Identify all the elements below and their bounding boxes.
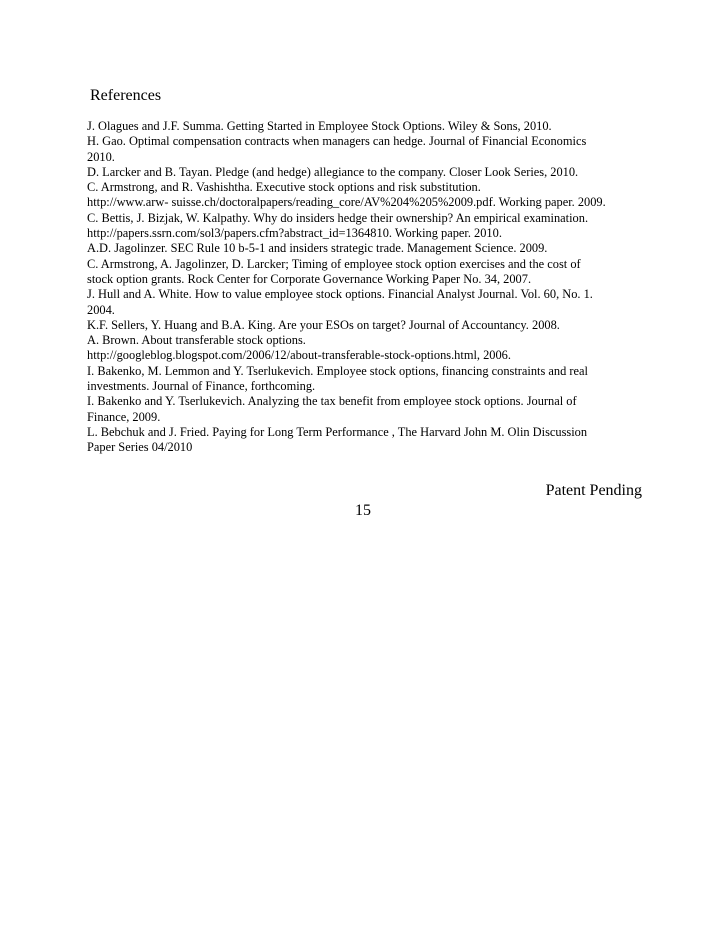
page-number: 15 [355,502,371,519]
reference-line: J. Hull and A. White. How to value employee stock options. Financial Analyst Journal. Vol. 60, No. 1. [87,287,593,302]
reference-line: K.F. Sellers, Y. Huang and B.A. King. Are your ESOs on target? Journal of Accountancy. 2008. [87,317,560,332]
reference-line: H. Gao. Optimal compensation contracts when managers can hedge. Journal of Financial Economics [87,134,587,149]
reference-line: D. Larcker and B. Tayan. Pledge (and hedge) allegiance to the company. Closer Look Series, 2010. [87,164,579,179]
reference-list [87,119,647,456]
reference-line: stock option grants. Rock Center for Corporate Governance Working Paper No. 34, 2007. [87,271,532,286]
reference-line: Paper Series 04/2010 [87,440,193,455]
reference-line: I. Bakenko, M. Lemmon and Y. Tserlukevich. Employee stock options, financing constraints and real [87,363,588,378]
reference-line: L. Bebchuk and J. Fried. Paying for Long Term Performance , The Harvard John M. Olin Discussion [87,424,588,439]
reference-line: C. Armstrong, A. Jagolinzer, D. Larcker; Timing of employee stock option exercises and the cost of [87,256,581,271]
reference-line: Finance, 2009. [87,409,161,424]
reference-line: I. Bakenko and Y. Tserlukevich. Analyzing the tax benefit from employee stock options. Journal of [87,394,577,409]
reference-line: A. Brown. About transferable stock options. [87,333,306,348]
reference-line: http://www.arw- suisse.ch/doctoralpapers/reading_core/AV%204%205%2009.pdf. Working paper. 2009. [87,195,606,210]
reference-line: http://googleblog.blogspot.com/2006/12/about-transferable-stock-options.html, 2006. [87,348,511,363]
reference-line: A.D. Jagolinzer. SEC Rule 10 b-5-1 and insiders strategic trade. Management Science. 2009. [87,241,548,256]
references-heading: References [90,87,162,104]
reference-line: 2004. [87,302,115,317]
reference-line: investments. Journal of Finance, forthcoming. [87,379,316,394]
reference-line: 2010. [87,149,115,164]
reference-line: http://papers.ssrn.com/sol3/papers.cfm?abstract_id=1364810. Working paper. 2010. [87,226,502,241]
reference-line: C. Armstrong, and R. Vashishtha. Executive stock options and risk substitution. [87,180,481,195]
reference-line: J. Olagues and J.F. Summa. Getting Started in Employee Stock Options. Wiley & Sons, 2010. [87,119,552,133]
reference-line: C. Bettis, J. Bizjak, W. Kalpathy. Why do insiders hedge their ownership? An empirical examination. [87,210,589,225]
patent-pending-note: Patent Pending [545,482,642,499]
